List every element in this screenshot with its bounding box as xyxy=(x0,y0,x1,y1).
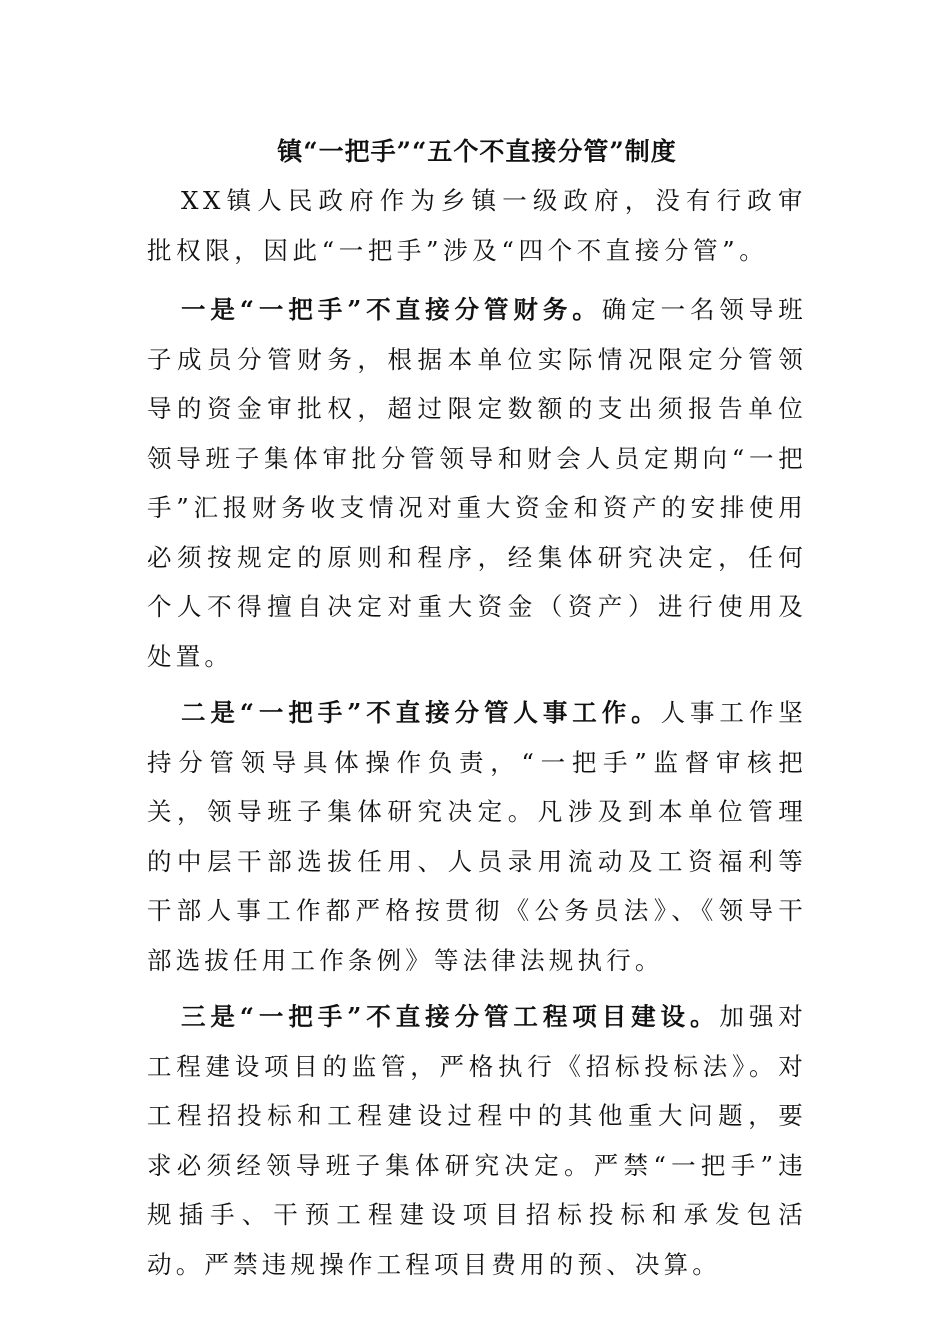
document-title: 镇“一把手”“五个不直接分管”制度 xyxy=(277,137,677,166)
section-heading-1: 一是“一把手”不直接分管财务。 xyxy=(181,295,602,324)
section-body-3: 加强对工程建设项目的监管，严格执行《招标投标法》。对工程招投标和工程建设过程中的其他重大问题，要求必须经领导班子集体研究决定。严禁“一把手”违规插手、干预工程建设项目招标投标和承发包活动。严禁违规操作工程项目费用的预、决算。 xyxy=(147,1002,807,1279)
document-page xyxy=(147,128,807,1296)
section-body-1: 确定一名领导班子成员分管财务，根据本单位实际情况限定分管领导的资金审批权，超过限定数额的支出须报告单位领导班子集体审批分管领导和财会人员定期向“一把手”汇报财务收支情况对重大资金和资产的安排使用必须按规定的原则和程序，经集体研究决定，任何个人不得擅自决定对重大资金（资产）进行使用及处置。 xyxy=(147,295,808,671)
section-paragraph-2 xyxy=(147,688,807,985)
section-paragraph-1 xyxy=(147,285,807,681)
intro-paragraph: XX镇人民政府作为乡镇一级政府，没有行政审批权限，因此“一把手”涉及“四个不直接分管”。 xyxy=(147,186,807,265)
section-body-2: 人事工作坚持分管领导具体操作负责，“一把手”监督审核把关，领导班子集体研究决定。凡涉及到本单位管理的中层干部选拔任用、人员录用流动及工资福利等干部人事工作都严格按贯彻《公务员法》、《领导干部选拔任用工作条例》等法律法规执行。 xyxy=(147,698,807,975)
section-heading-2: 二是“一把手”不直接分管人事工作。 xyxy=(181,698,661,727)
section-paragraph-3 xyxy=(147,992,807,1289)
section-heading-3: 三是“一把手”不直接分管工程项目建设。 xyxy=(181,1002,720,1031)
